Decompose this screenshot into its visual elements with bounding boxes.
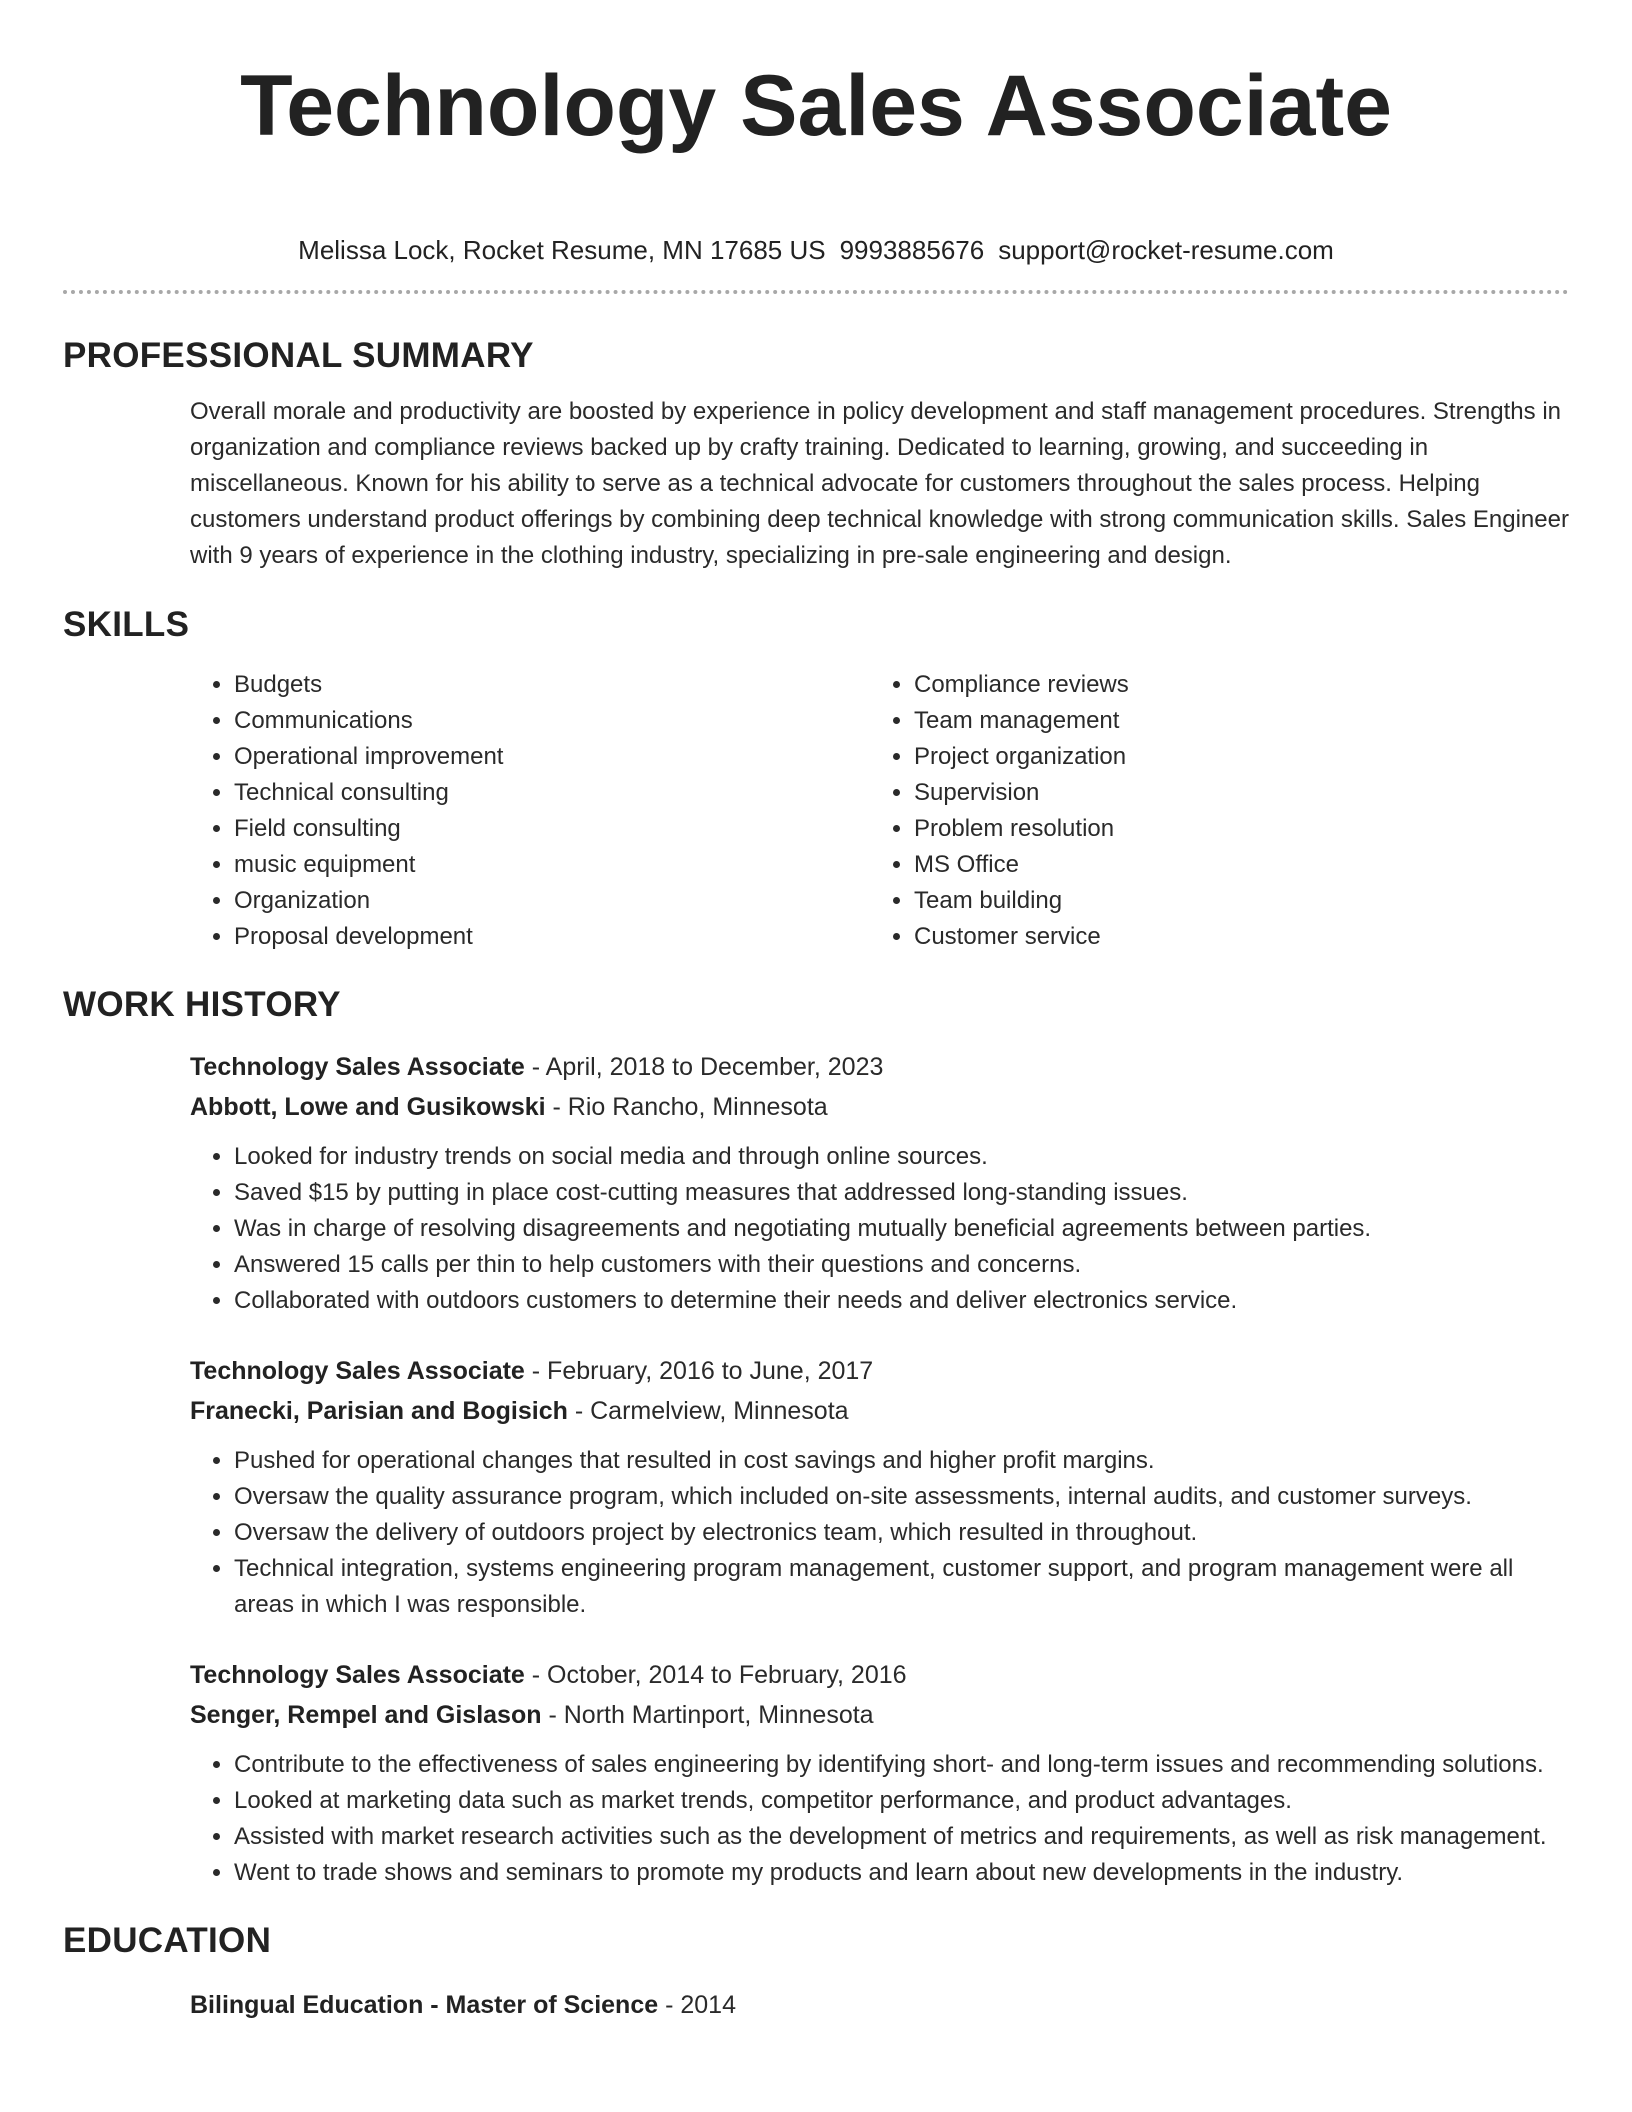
skills-column-right [870, 667, 1129, 955]
job-location: - Rio Rancho, Minnesota [545, 1093, 828, 1121]
summary-heading: PROFESSIONAL SUMMARY [63, 336, 534, 375]
job-company: Senger, Rempel and Gislason [190, 1701, 542, 1729]
job-title-line [190, 1351, 1569, 1391]
education-year: - 2014 [658, 1991, 736, 2019]
job-title: Technology Sales Associate [190, 1053, 525, 1081]
skill-item: • Problem resolution [914, 811, 1129, 847]
job-dates: - February, 2016 to June, 2017 [524, 1357, 874, 1385]
skill-item: • music equipment [234, 847, 870, 883]
skills-heading: SKILLS [63, 605, 190, 644]
contact-line [63, 232, 1569, 268]
contact-address: Melissa Lock, Rocket Resume, MN 17685 US [298, 235, 826, 265]
job-entry [190, 1047, 1569, 1319]
job-entry [190, 1655, 1569, 1891]
job-company: Abbott, Lowe and Gusikowski [190, 1093, 546, 1121]
skill-item: • Compliance reviews [914, 667, 1129, 703]
job-bullet: • Went to trade shows and seminars to promote my products and learn about new developments in the industry. [234, 1855, 1569, 1891]
job-title-line [190, 1655, 1569, 1695]
job-bullet: • Technical integration, systems engineering program management, customer support, and program management were all areas in which I was responsible. [234, 1551, 1569, 1623]
education-entry [190, 1985, 1569, 2025]
skill-item: • Team management [914, 703, 1129, 739]
skill-item: • Project organization [914, 739, 1129, 775]
job-bullet: • Was in charge of resolving disagreements and negotiating mutually beneficial agreements between parties. [234, 1211, 1569, 1247]
work-history-heading: WORK HISTORY [63, 985, 341, 1024]
job-bullet: • Collaborated with outdoors customers to determine their needs and deliver electronics service. [234, 1283, 1569, 1319]
job-company-line [190, 1695, 1569, 1735]
contact-email: support@rocket-resume.com [998, 235, 1334, 265]
skill-item: • Budgets [234, 667, 870, 703]
skill-item: • Organization [234, 883, 870, 919]
job-dates: - October, 2014 to February, 2016 [524, 1661, 907, 1689]
job-location: - Carmelview, Minnesota [567, 1397, 849, 1425]
job-bullet: • Looked for industry trends on social media and through online sources. [234, 1139, 1569, 1175]
education-heading: EDUCATION [63, 1921, 272, 1960]
job-bullet: • Answered 15 calls per thin to help customers with their questions and concerns. [234, 1247, 1569, 1283]
skill-item: • Customer service [914, 919, 1129, 955]
job-title-line [190, 1047, 1569, 1087]
job-bullets [190, 1747, 1569, 1891]
summary-text: Overall morale and productivity are boosted by experience in policy development and staff management procedures. Strengths in organization and compliance reviews backed up by crafty training. Dedicated to learning, growing, and succeeding in miscellaneous. Known for his ability to serve as a technical advocate for customers throughout the sales process. Helping customers understand product offerings by combining deep technical knowledge with strong communication skills. Sales Engineer with 9 years of experience in the clothing industry, specializing in pre-sale engineering and design. [190, 398, 1569, 569]
skill-item: • Technical consulting [234, 775, 870, 811]
contact-phone: 9993885676 [839, 235, 985, 265]
job-bullets [190, 1443, 1569, 1623]
job-title: Technology Sales Associate [190, 1357, 525, 1385]
job-company-line [190, 1087, 1569, 1127]
job-location: - North Martinport, Minnesota [541, 1701, 874, 1729]
job-bullet: • Assisted with market research activities such as the development of metrics and requirements, as well as risk management. [234, 1819, 1569, 1855]
resume-title: Technology Sales Associate [240, 58, 1392, 154]
job-bullet: • Saved $15 by putting in place cost-cutting measures that addressed long-standing issues. [234, 1175, 1569, 1211]
job-title: Technology Sales Associate [190, 1661, 525, 1689]
education-degree: Bilingual Education - Master of Science [190, 1991, 659, 2019]
job-company: Franecki, Parisian and Bogisich [190, 1397, 568, 1425]
job-bullet: • Oversaw the quality assurance program, which included on-site assessments, internal audits, and customer surveys. [234, 1479, 1569, 1515]
job-dates: - April, 2018 to December, 2023 [524, 1053, 884, 1081]
job-company-line [190, 1391, 1569, 1431]
skill-item: • MS Office [914, 847, 1129, 883]
skills-column-left [190, 667, 870, 955]
job-bullets [190, 1139, 1569, 1319]
skill-item: • Communications [234, 703, 870, 739]
skill-item: • Proposal development [234, 919, 870, 955]
skill-item: • Field consulting [234, 811, 870, 847]
job-entry [190, 1351, 1569, 1623]
skill-item: • Supervision [914, 775, 1129, 811]
job-bullet: • Contribute to the effectiveness of sales engineering by identifying short- and long-term issues and recommending solutions. [234, 1747, 1569, 1783]
job-bullet: • Pushed for operational changes that resulted in cost savings and higher profit margins. [234, 1443, 1569, 1479]
job-bullet: • Looked at marketing data such as market trends, competitor performance, and product advantages. [234, 1783, 1569, 1819]
skills-list [190, 667, 1569, 955]
header-divider [63, 290, 1569, 294]
skill-item: • Operational improvement [234, 739, 870, 775]
job-bullet: • Oversaw the delivery of outdoors project by electronics team, which resulted in throughout. [234, 1515, 1569, 1551]
skill-item: • Team building [914, 883, 1129, 919]
